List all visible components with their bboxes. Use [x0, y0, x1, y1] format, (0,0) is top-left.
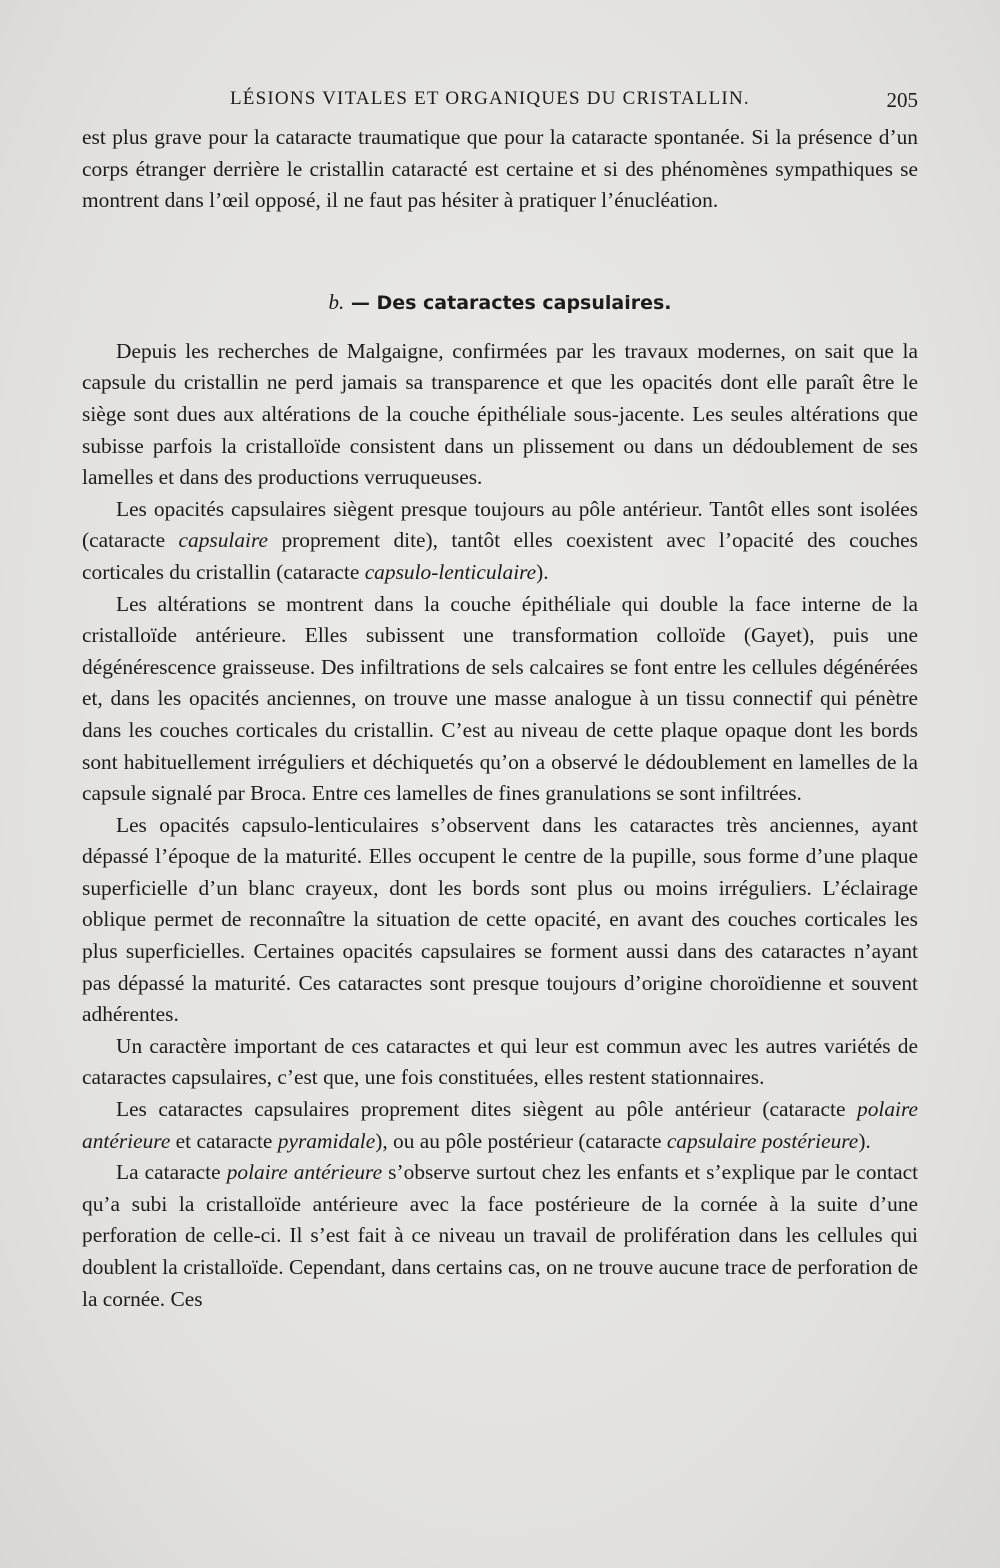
paragraph-continuation: est plus grave pour la cataracte traumatique que pour la cataracte spontanée. Si la présence d’un corps étranger derrière le cristallin cataracté est certaine et si des phénomènes sympathiques se montrent dans l’œil opposé, il ne faut pas hésiter à pratiquer l’énucléation.	[82, 125, 918, 213]
section-letter: b.	[328, 289, 345, 314]
italic-term: polaire antérieure	[82, 1097, 918, 1153]
text-run: Les opacités capsulaires siègent presque toujours au pôle antérieur. Tantôt elles sont isolées (cataracte	[82, 496, 918, 553]
paragraph-alterations: Les altérations se montrent dans la couche épithéliale qui double la face interne de la cristalloïde antérieure. Elles subissent une transformation colloïde (Gayet), puis une dégénérescence graisseuse. Des infiltrations de sels calcaires se font entre les cellules dégénérées et, dans les opacités anciennes, on trouve une masse analogue à un tissu connectif qui pénètre dans les couches corticales du cristallin. C’est au niveau de cette plaque opaque dont les bords sont habituellement irréguliers et déchiquetés qu’on a observé le dédoublement en lamelles de la capsule signalé par Broca. Entre ces lamelles de fines granulations se sont infiltrées.	[82, 591, 918, 806]
page-body	[82, 122, 918, 1315]
page-number: 205	[886, 88, 918, 112]
paragraph-capsulo-lenticulaires: Les opacités capsulo-lenticulaires s’observent dans les cataractes très anciennes, ayant dépassé l’époque de la maturité. Elles occupent le centre de la pupille, sous forme d’une plaque superficielle d’un blanc crayeux, dont les bords sont plus ou moins irréguliers. L’éclairage oblique permet de reconnaître la situation de cette opacité, en avant des couches corticales les plus superficielles. Certaines opacités capsulaires se forment aussi dans des cataractes n’ayant pas dépassé la maturité. Ces cataractes sont presque toujours d’origine choroïdienne et souvent adhérentes.	[82, 812, 918, 1027]
text-run: La cataracte	[116, 1160, 227, 1185]
section-title: Des cataractes capsulaires.	[376, 291, 672, 314]
text-run: ), ou au pôle postérieur (cataracte	[375, 1128, 667, 1153]
italic-term: polaire antérieure	[226, 1160, 383, 1185]
text-run: proprement dite), tantôt elles coexistent avec l’opacité des couches corticales du cristallin (cataracte	[82, 528, 918, 584]
paragraph-malgaigne: Depuis les recherches de Malgaigne, confirmées par les travaux modernes, on sait que la capsule du cristallin ne perd jamais sa transparence et que les opacités dont elle paraît être le siège sont dues aux altérations de la couche épithéliale sous-jacente. Les seules altérations que subisse parfois la cristalloïde consistent dans un plissement ou dans un dédoublement de ses lamelles et dans des productions verruqueuses.	[82, 338, 918, 490]
page-header	[82, 88, 918, 118]
paragraph-proprement-dites	[82, 1094, 918, 1157]
text-run: s’observe surtout chez les enfants et s’explique par le contact qu’a subi la cristalloïde antérieure avec la face postérieure de la cornée à la suite d’une perforation de celle-ci. Il s’est fait à ce niveau un travail de prolifération dans les cellules qui doublent la cristalloïde. Cependant, dans certains cas, on ne trouve aucune trace de perforation de la cornée. Ces	[82, 1160, 919, 1311]
italic-term: capsulaire	[178, 528, 269, 553]
paragraph-polaire-anterieure	[82, 1157, 918, 1315]
text-run: ).	[536, 559, 549, 584]
text-run: Les cataractes capsulaires proprement dites siègent au pôle antérieur (cataracte	[116, 1097, 857, 1122]
text-run: et cataracte	[170, 1128, 278, 1153]
running-title: LÉSIONS VITALES ET ORGANIQUES DU CRISTALLIN.	[230, 88, 750, 109]
section-heading	[82, 287, 918, 318]
paragraph-caractere-important: Un caractère important de ces cataractes et qui leur est commun avec les autres variétés de cataractes capsulaires, c’est que, une fois constituées, elles restent stationnaires.	[82, 1033, 918, 1090]
section-dash: —	[344, 291, 377, 314]
italic-term: capsulo-lenticulaire	[364, 559, 537, 584]
italic-term: capsulaire postérieure	[666, 1128, 859, 1153]
italic-term: pyramidale	[277, 1128, 376, 1153]
paragraph-opacites-capsulaires	[82, 494, 918, 589]
text-run: ).	[858, 1128, 871, 1153]
